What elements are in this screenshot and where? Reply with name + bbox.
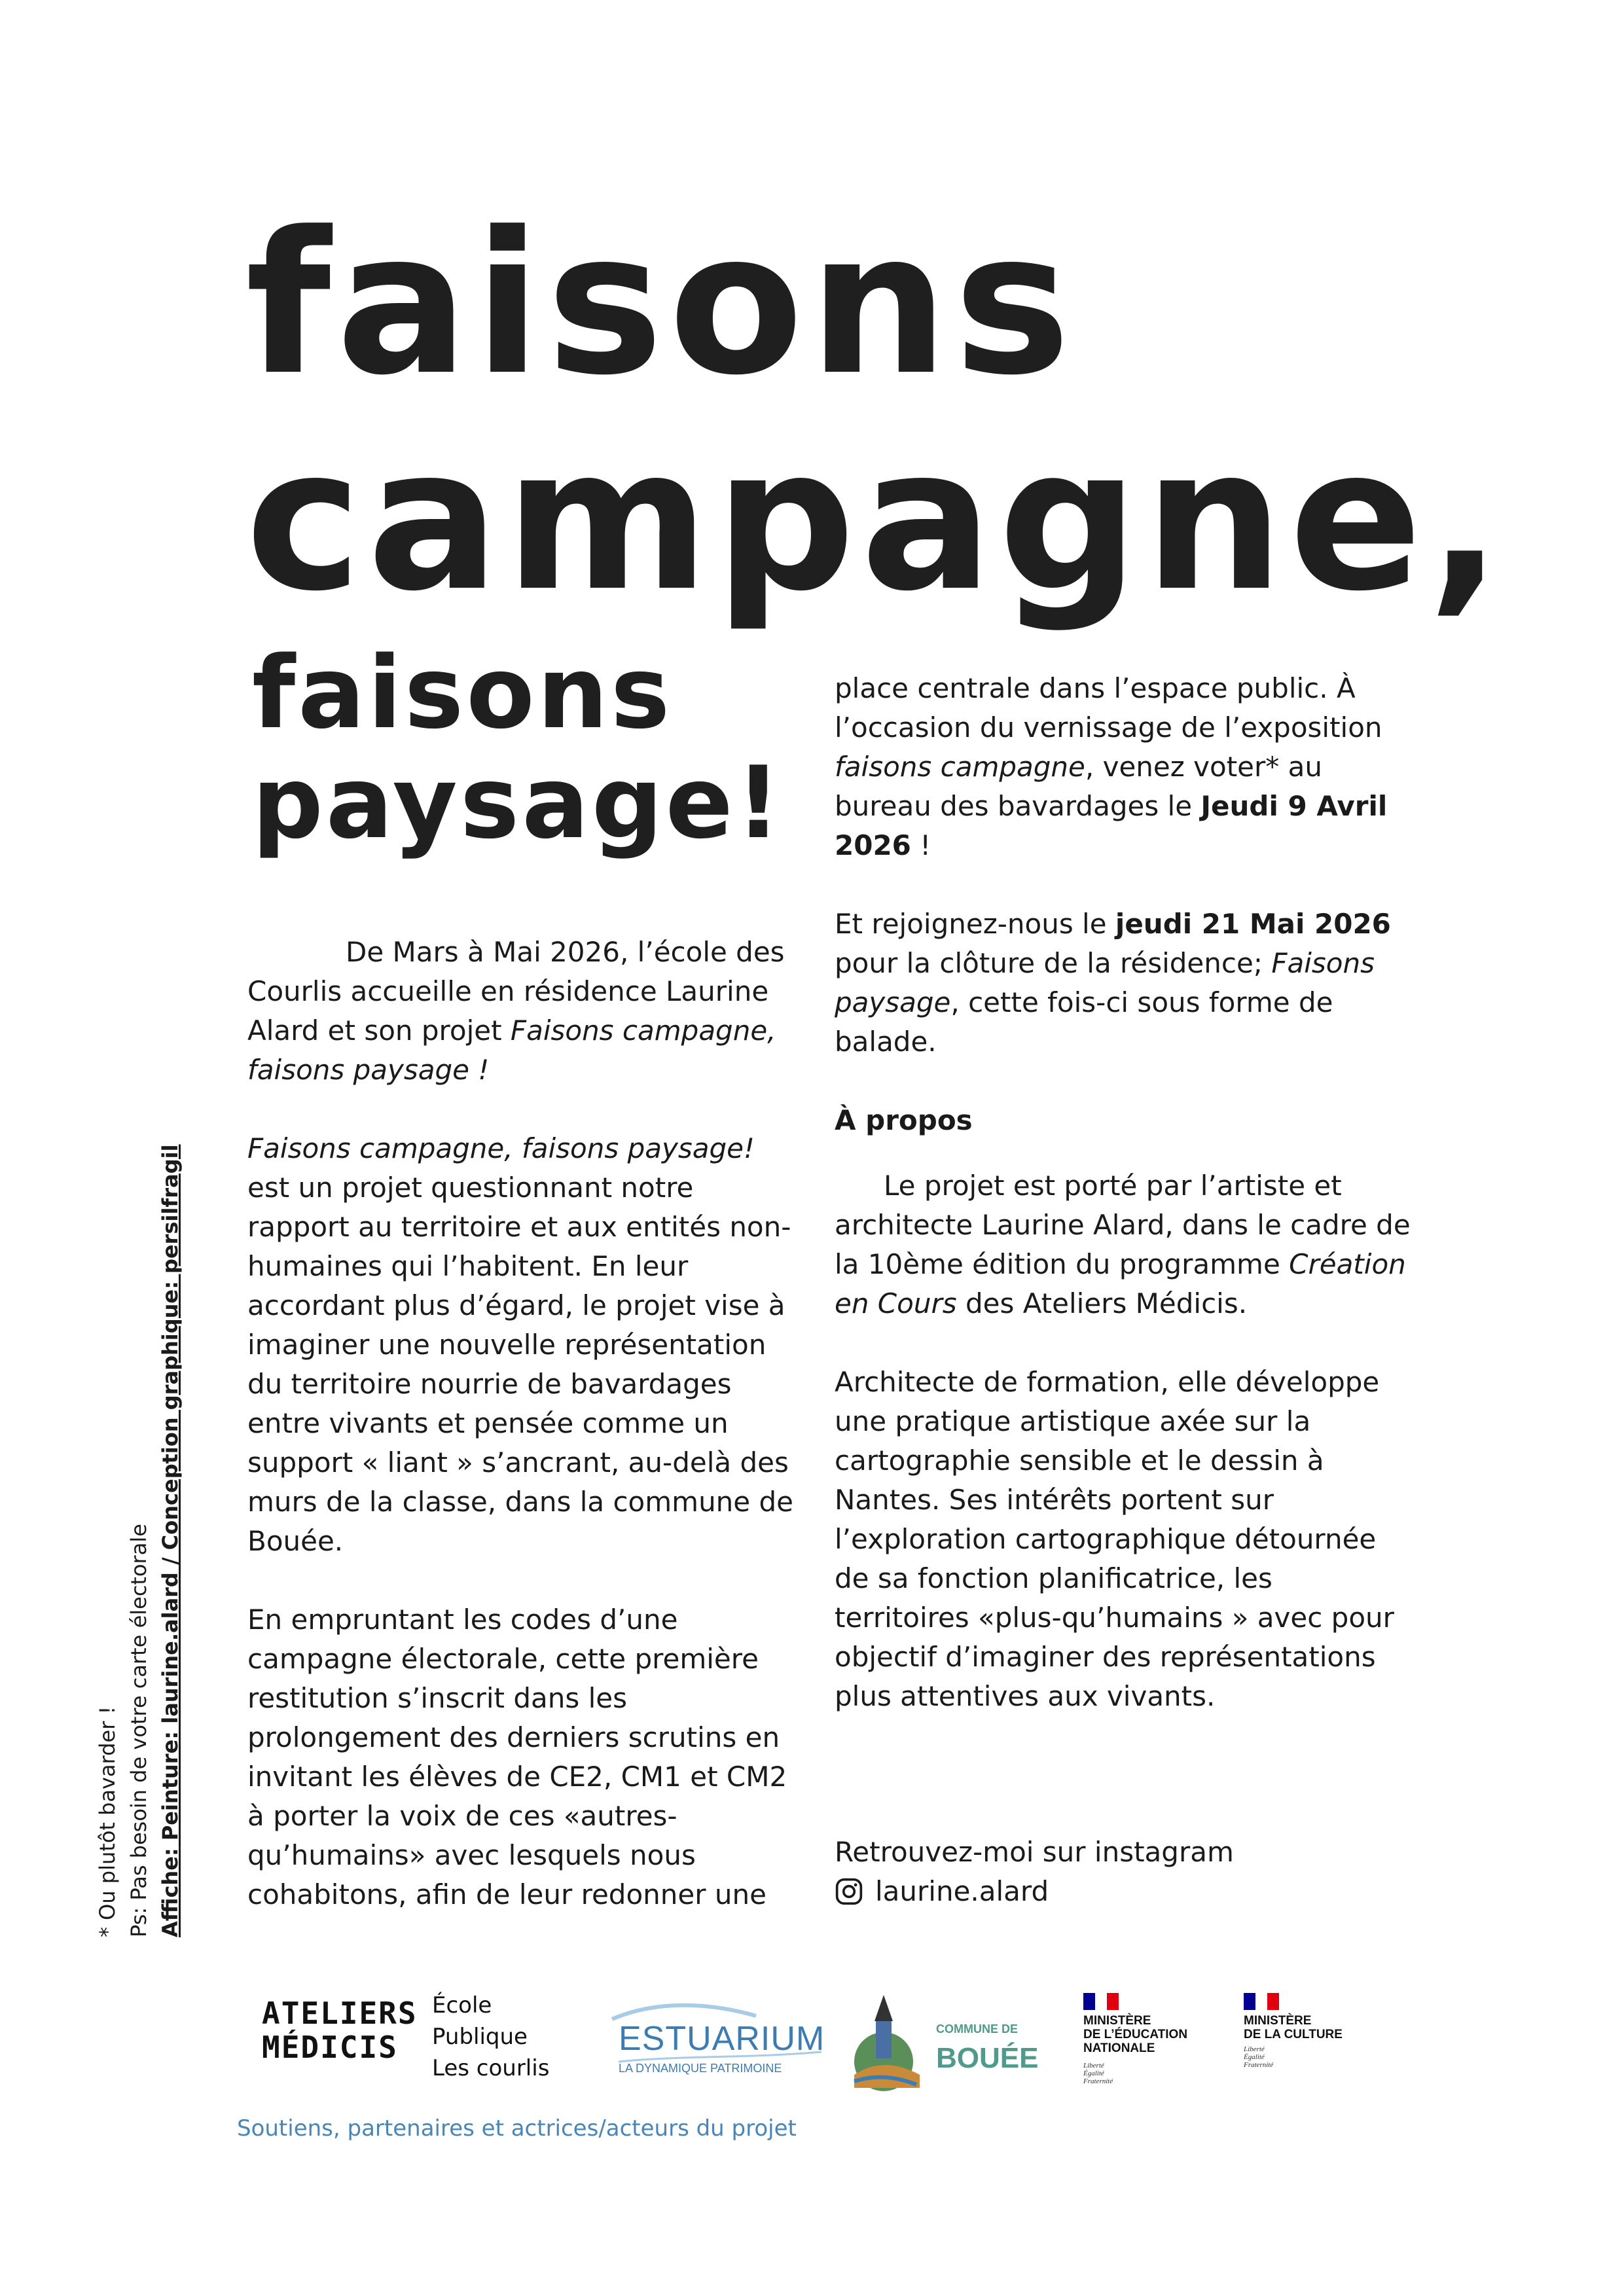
instagram-icon (835, 1877, 863, 1906)
marianne-flag-icon (1083, 1993, 1119, 2010)
project-name: Faisons campagne, faisons paysage ! (247, 1014, 776, 1086)
subtitle (252, 635, 841, 861)
about-paragraph: Le projet est porté par l’artiste et architecte Laurine Alard, dans le cadre de la 10ème édition du programme Création en Cours des Ateliers Médicis. (835, 1170, 1411, 1319)
closing-paragraph: Et rejoignez-nous le jeudi 21 Mai 2026 pour la clôture de la résidence; Faisons paysage, cette fois-ci sous forme de balade. (835, 908, 1391, 1058)
intro-paragraph: De Mars à Mai 2026, l’école des Courlis accueille en résidence Laurine Alard et son projet Faisons campagne, faisons paysage ! (247, 936, 785, 1086)
right-column (835, 669, 1411, 1755)
commune-bouee-logo: COMMUNE DE BOUÉE (844, 1990, 1054, 2101)
project-description: Faisons campagne, faisons paysage! est un projet questionnant notre rapport au territoire et aux entités non-humaines qui l’habitent. En leur accordant plus d’égard, le projet vise à imaginer une nouvelle représentation du territoire nourrie de bavardages entre vivants et pensée comme un support « liant » s’ancrant, au-delà des murs de la classe, dans la commune de Bouée. (247, 1132, 793, 1557)
vernissage-paragraph: place centrale dans l’espace public. À l’occasion du vernissage de l’exposition faisons campagne, venez voter* au bureau des bavardages le Jeudi 9 Avril 2026 ! (835, 672, 1388, 861)
closing-date: jeudi 21 Mai 2026 (1115, 908, 1391, 940)
estuarium-logo: ESTUARIUM LA DYNAMIQUE PATRIMOINE (605, 2000, 835, 2085)
instagram-block (835, 1833, 1411, 1911)
credits: Affiche: Peinture: laurine.alard / Conception graphique: persilfragil (158, 1144, 183, 1937)
main-title-line-1: faisons (245, 190, 1076, 418)
ministere-culture-logo: MINISTÈRE DE LA CULTURE Liberté Égalité Fraternité (1244, 1993, 1388, 2091)
footnote: * Ou plutôt bavarder ! (95, 1706, 120, 1937)
main-title-line-2: campagne, (245, 406, 1507, 634)
ateliers-medicis-logo: ATELIERS MÉDICIS (262, 1996, 418, 2065)
campaign-paragraph: En empruntant les codes d’une campagne électorale, cette première restitution s’inscrit dans les prolongement des derniers scrutins en invitant les élèves de CE2, CM1 et CM2 à porter la voix de ces «autres-qu’humains» avec lesquels nous cohabitons, afin de leur redonner une (247, 1604, 787, 1910)
subtitle-line-1: faisons (252, 635, 673, 751)
about-heading: À propos (835, 1104, 973, 1136)
instagram-label: Retrouvez-moi sur instagram (835, 1836, 1234, 1868)
ministere-education-logo: MINISTÈRE DE L’ÉDUCATION NATIONALE Liberté Égalité Fraternité (1083, 1993, 1227, 2091)
partners-caption: Soutiens, partenaires et actrices/acteurs du projet (237, 2115, 797, 2142)
instagram-link[interactable] (835, 1872, 1411, 1911)
main-title (245, 190, 1507, 634)
bio-paragraph: Architecte de formation, elle développe une pratique artistique axée sur la cartographie sensible et le dessin à Nantes. Ses intérêts portent sur l’exploration cartographique détournée de sa fonction planificatrice, les territoires «plus-qu’humains » avec pour objectif d’imaginer des représentations plus attentives aux vivants. (835, 1366, 1394, 1712)
marianne-flag-icon (1244, 1993, 1279, 2010)
voter-card-note: Ps: Pas besoin de votre carte électorale (126, 1524, 151, 1937)
subtitle-line-2: paysage! (252, 745, 784, 861)
side-notes (92, 1144, 223, 1937)
partner-logos (242, 1990, 1394, 2101)
ecole-logo: École Publique Les courlis (432, 1992, 550, 2081)
left-column (247, 933, 804, 1954)
instagram-handle[interactable]: laurine.alard (875, 1875, 1049, 1907)
bouee-church-icon (844, 1990, 929, 2094)
vernissage-date: Jeudi 9 Avril 2026 (835, 790, 1388, 861)
